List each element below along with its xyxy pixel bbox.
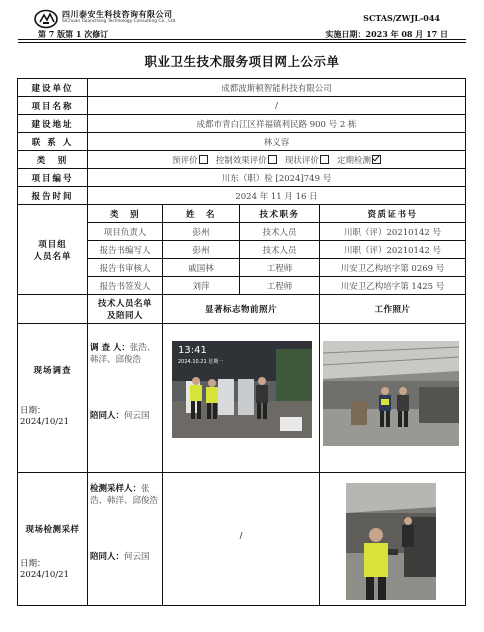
- address-label: 建设地址: [18, 115, 88, 133]
- sampling-date-label: 日期：: [20, 559, 46, 569]
- photo-timestamp: 13:41: [178, 345, 207, 356]
- type-label: 类 别: [18, 151, 88, 169]
- project-value: /: [88, 97, 466, 115]
- sampling-date: 2024/10/21: [20, 570, 69, 580]
- member-title: 技术人员: [240, 241, 320, 259]
- sampling-people-cell: [88, 473, 163, 606]
- sampling-escort-label: 陪同人：: [90, 552, 125, 562]
- investigators: 张浩、韩洋、邱俊浩: [90, 343, 156, 365]
- disclosure-table: [17, 78, 466, 606]
- member-role: 报告书编写人: [88, 241, 163, 259]
- unit-label: 建设单位: [18, 79, 88, 97]
- member-role: 项目负责人: [88, 223, 163, 241]
- member-name: 戚国林: [163, 259, 240, 277]
- col-header-cert: 资质证书号: [320, 205, 466, 223]
- samplers: 张浩、韩洋、邱俊浩: [90, 484, 159, 506]
- samplers-label: 检测采样人：: [90, 484, 142, 494]
- code-value: 川东（职）检 [2024]749 号: [88, 169, 466, 187]
- checkbox-icon: [268, 155, 277, 164]
- survey-people-cell: [88, 324, 163, 473]
- member-cert: 川职（评）20210142 号: [320, 223, 466, 241]
- type-option: 控制效果评价: [216, 156, 277, 166]
- work-photo-survey: [323, 341, 459, 446]
- sampling-escort: 何云国: [124, 552, 150, 562]
- contact-value: 林义容: [88, 133, 466, 151]
- member-name: 刘萍: [163, 277, 240, 295]
- member-role: 报告书签发人: [88, 277, 163, 295]
- survey-date: 2024/10/21: [20, 417, 69, 427]
- type-option: 现状评价: [285, 156, 329, 166]
- survey-escort-label: 陪同人：: [90, 411, 125, 421]
- member-cert: 川安卫乙构培字第 0269 号: [320, 259, 466, 277]
- site-header-blank: [18, 295, 88, 324]
- investigators-label: 调 查 人：: [90, 343, 130, 353]
- survey-work-photo-cell: [320, 324, 466, 473]
- survey-date-label: 日期：: [20, 406, 46, 416]
- member-name: 彭州: [163, 241, 240, 259]
- code-label: 项目编号: [18, 169, 88, 187]
- survey-label: 现场调查: [33, 366, 72, 376]
- sampling-sign-photo-cell: [163, 473, 320, 606]
- contact-label: 联 系 人: [18, 133, 88, 151]
- site-photo-sign: [172, 341, 312, 438]
- survey-label-cell: [18, 324, 88, 473]
- member-cert: 川安卫乙构培字第 1425 号: [320, 277, 466, 295]
- work-photo-header: 工作照片: [320, 295, 466, 324]
- checkbox-checked-icon: [372, 155, 381, 164]
- page-title: 职业卫生技术服务项目网上公示单: [144, 54, 340, 69]
- sampling-work-photo-cell: [320, 473, 466, 606]
- col-header-name: 姓 名: [163, 205, 240, 223]
- col-header-role: 类 别: [88, 205, 163, 223]
- unit-value: 成都波斯顿智能科技有限公司: [88, 79, 466, 97]
- company-logo-icon: [34, 9, 60, 29]
- project-label: 项目名称: [18, 97, 88, 115]
- company-name-en: SiChuan Taianchang Technology Consulting Co., Ltd.: [62, 19, 177, 24]
- col-header-title: 技术职务: [240, 205, 320, 223]
- revision-text: 第 7 版第 1 次修订: [38, 29, 109, 39]
- address-value: 成都市青白江区祥福镇利民路 900 号 2 栋: [88, 115, 466, 133]
- report-time-label: 报告时间: [18, 187, 88, 205]
- photo-date: 2024.10.21 星期一: [178, 359, 224, 365]
- sign-photo-header: 显著标志物前照片: [163, 295, 320, 324]
- survey-sign-photo-cell: [163, 324, 320, 473]
- member-role: 报告书审核人: [88, 259, 163, 277]
- member-name: 彭州: [163, 223, 240, 241]
- member-title: 工程师: [240, 277, 320, 295]
- survey-escort: 何云国: [124, 411, 150, 421]
- header-divider: [18, 39, 466, 40]
- sampling-label: 现场检测采样: [25, 525, 80, 535]
- group-label: 项目组 人员名单: [18, 205, 88, 295]
- document-number: SCTAS/ZWJL-044: [363, 13, 440, 23]
- people-header: 技术人员名单 及陪同人: [88, 295, 163, 324]
- effective-date: 实施日期：2023 年 08 月 17 日: [325, 29, 448, 39]
- sampling-sign-photo-value: /: [239, 531, 243, 541]
- company-name: 四川泰安生科技咨询有限公司: [62, 10, 173, 19]
- report-time-value: 2024 年 11 月 16 日: [88, 187, 466, 205]
- checkbox-icon: [199, 155, 208, 164]
- type-option: 定期检测: [337, 156, 381, 166]
- member-title: 工程师: [240, 259, 320, 277]
- sampling-label-cell: [18, 473, 88, 606]
- type-options: [88, 151, 466, 169]
- member-cert: 川职（评）20210142 号: [320, 241, 466, 259]
- work-photo-sampling: [346, 483, 436, 600]
- checkbox-icon: [320, 155, 329, 164]
- type-option: 预评价: [172, 156, 208, 166]
- member-title: 技术人员: [240, 223, 320, 241]
- header-divider-thin: [18, 42, 466, 43]
